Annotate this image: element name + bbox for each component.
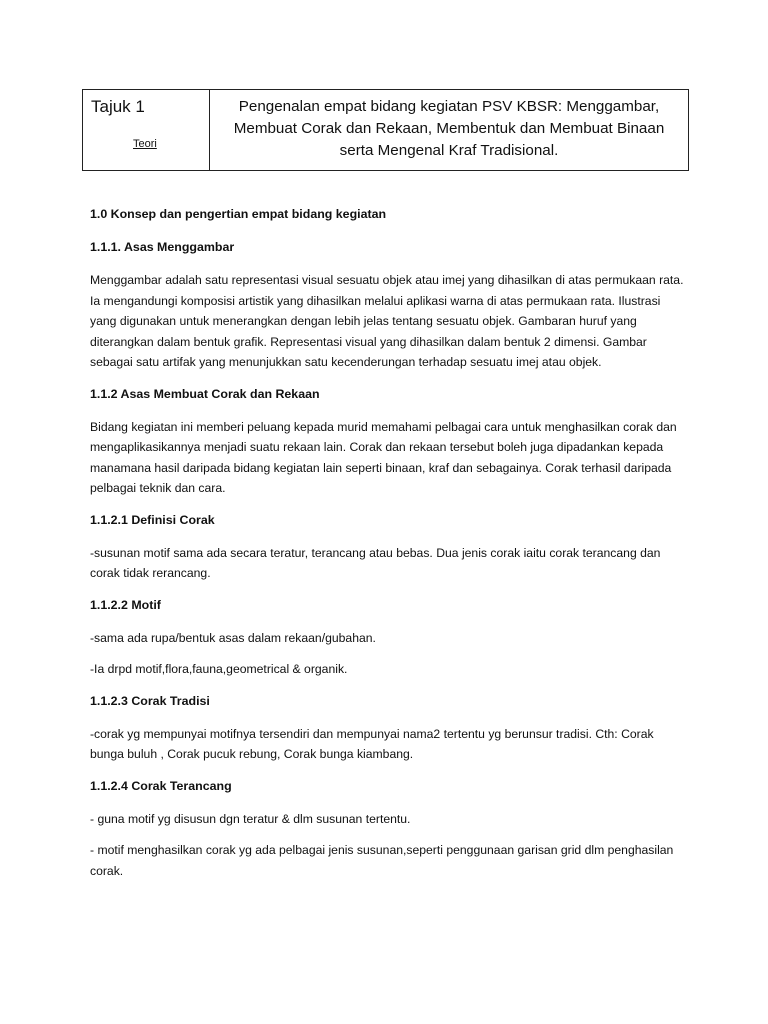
body-paragraph: - guna motif yg disusun dgn teratur & dlm susunan tertentu. bbox=[90, 811, 411, 826]
section-heading: 1.1.2 Asas Membuat Corak dan Rekaan bbox=[90, 386, 320, 401]
title-table bbox=[82, 89, 689, 171]
section-heading: 1.1.1. Asas Menggambar bbox=[90, 240, 235, 254]
section-heading: 1.1.2.2 Motif bbox=[90, 597, 161, 612]
body-paragraph: -corak yg mempunyai motifnya tersendiri dan mempunyai nama2 tertentu yg berunsur tradisi. Cth: Corak bunga buluh , Corak pucuk rebung, Corak bunga kiambang. bbox=[90, 726, 654, 761]
section-heading: 1.1.2.1 Definisi Corak bbox=[90, 512, 215, 527]
topic-title-line-1: Pengenalan empat bidang kegiatan PSV KBSR: Menggambar, bbox=[238, 98, 660, 115]
document-body bbox=[90, 204, 690, 892]
body-paragraph: -Ia drpd motif,flora,fauna,geometrical & organik. bbox=[90, 662, 348, 676]
topic-title-line-2: Membuat Corak dan Rekaan, Membentuk dan Membuat Binaan bbox=[233, 120, 665, 137]
body-paragraph: Menggambar adalah satu representasi visual sesuatu objek atau imej yang dihasilkan di atas permukaan rata. Ia mengandungi komposisi artistik yang dihasilkan melalui aplikasi warna di atas permukaan rata. Ilustrasi yang digunakan untuk menerangkan dengan lebih jelas tentang sesuatu objek. Gambaran huruf yang diterangkan dalam bentuk grafik. Representasi visual yang dihasilkan dalam bentuk 2 dimensi. Gambar sebagai satu artifak yang menunjukkan satu kecenderungan terhadap sesuatu imej atau objek. bbox=[90, 273, 684, 369]
teori-label: Teori bbox=[133, 138, 157, 150]
body-paragraph: Bidang kegiatan ini memberi peluang kepada murid memahami pelbagai cara untuk menghasilkan corak dan mengaplikasikannya menjadi suatu rekaan lain. Corak dan rekaan tersebut boleh juga dipadankan kepada manamana hasil daripada bidang kegiatan lain seperti binaan, kraf dan sebagainya. Corak terhasil daripada pelbagai teknik dan cara. bbox=[90, 419, 677, 495]
tajuk-label: Tajuk 1 bbox=[91, 97, 145, 116]
topic-title-line-3: serta Mengenal Kraf Tradisional. bbox=[339, 142, 559, 159]
topic-title bbox=[216, 96, 682, 162]
section-heading: 1.1.2.3 Corak Tradisi bbox=[90, 693, 210, 708]
topic-number-cell bbox=[83, 90, 210, 171]
body-paragraph: - motif menghasilkan corak yg ada pelbagai jenis susunan,seperti penggunaan garisan grid dlm penghasilan corak. bbox=[90, 843, 674, 878]
section-heading: 1.0 Konsep dan pengertian empat bidang kegiatan bbox=[90, 207, 387, 221]
section-heading: 1.1.2.4 Corak Terancang bbox=[90, 778, 232, 793]
topic-title-cell bbox=[210, 90, 689, 171]
body-paragraph: -sama ada rupa/bentuk asas dalam rekaan/gubahan. bbox=[90, 630, 376, 645]
body-paragraph: -susunan motif sama ada secara teratur, terancang atau bebas. Dua jenis corak iaitu corak terancang dan corak tidak rerancang. bbox=[90, 545, 661, 580]
